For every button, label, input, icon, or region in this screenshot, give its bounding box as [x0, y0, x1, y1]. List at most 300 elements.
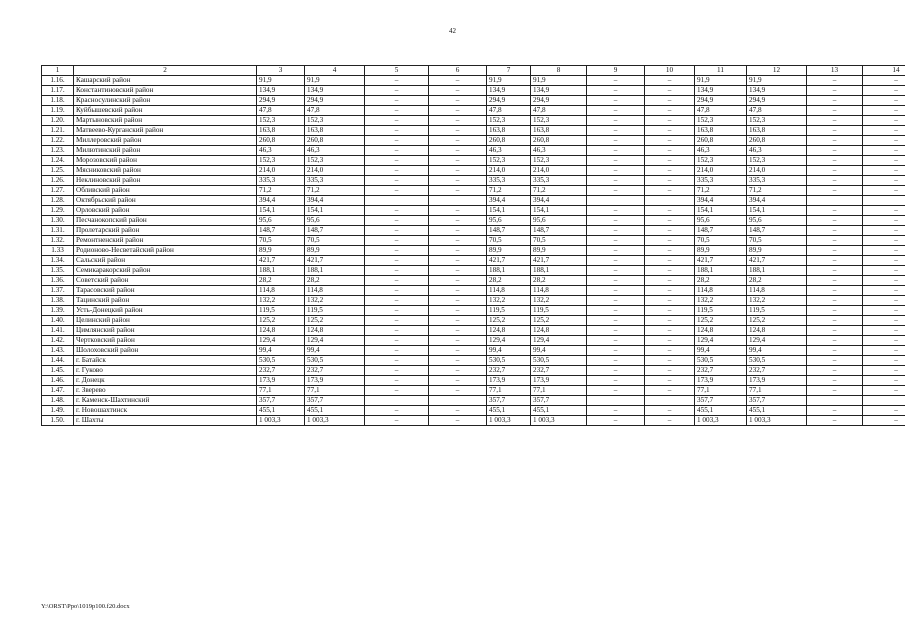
- value-cell: 357,7: [257, 396, 305, 406]
- row-index-cell: 1.23.: [42, 146, 74, 156]
- value-cell: 335,3: [305, 176, 365, 186]
- value-cell: –: [863, 216, 905, 226]
- value-cell: –: [587, 336, 645, 346]
- value-cell: 394,4: [531, 196, 587, 206]
- value-cell: [863, 396, 905, 406]
- value-cell: 173,9: [531, 376, 587, 386]
- row-index-cell: 1.31.: [42, 226, 74, 236]
- table-row: [42, 116, 905, 126]
- value-cell: –: [645, 146, 695, 156]
- value-cell: 335,3: [487, 176, 531, 186]
- table-row: [42, 376, 905, 386]
- value-cell: –: [863, 256, 905, 266]
- column-header-2: 2: [74, 66, 257, 76]
- value-cell: –: [365, 126, 429, 136]
- value-cell: –: [587, 246, 645, 256]
- column-header-4: 4: [305, 66, 365, 76]
- value-cell: –: [365, 256, 429, 266]
- value-cell: 46,3: [747, 146, 807, 156]
- value-cell: –: [645, 206, 695, 216]
- row-index-cell: 1.19.: [42, 106, 74, 116]
- value-cell: –: [807, 266, 863, 276]
- value-cell: 455,1: [531, 406, 587, 416]
- row-index-cell: 1.50.: [42, 416, 74, 426]
- value-cell: 71,2: [257, 186, 305, 196]
- table-row: [42, 276, 905, 286]
- value-cell: 132,2: [531, 296, 587, 306]
- value-cell: –: [645, 126, 695, 136]
- value-cell: 134,9: [747, 86, 807, 96]
- value-cell: –: [365, 106, 429, 116]
- value-cell: 260,8: [257, 136, 305, 146]
- value-cell: –: [587, 166, 645, 176]
- file-path-footer: Y:\ORST\Ppo\1019p100.f20.docx: [41, 603, 130, 610]
- value-cell: –: [863, 376, 905, 386]
- district-name-cell: Советский район: [74, 276, 257, 286]
- value-cell: 154,1: [487, 206, 531, 216]
- value-cell: 152,3: [531, 116, 587, 126]
- value-cell: –: [645, 226, 695, 236]
- value-cell: 89,9: [305, 246, 365, 256]
- district-name-cell: Кашарский район: [74, 76, 257, 86]
- value-cell: –: [587, 346, 645, 356]
- value-cell: 134,9: [305, 86, 365, 96]
- row-index-cell: 1.26.: [42, 176, 74, 186]
- value-cell: –: [863, 276, 905, 286]
- value-cell: 530,5: [747, 356, 807, 366]
- value-cell: –: [807, 416, 863, 426]
- value-cell: –: [429, 366, 487, 376]
- row-index-cell: 1.20.: [42, 116, 74, 126]
- value-cell: –: [645, 356, 695, 366]
- value-cell: 163,8: [747, 126, 807, 136]
- value-cell: –: [807, 326, 863, 336]
- value-cell: –: [365, 366, 429, 376]
- value-cell: 152,3: [305, 156, 365, 166]
- value-cell: –: [807, 296, 863, 306]
- value-cell: 114,8: [305, 286, 365, 296]
- row-index-cell: 1.49.: [42, 406, 74, 416]
- district-name-cell: Милютинский район: [74, 146, 257, 156]
- value-cell: 421,7: [487, 256, 531, 266]
- value-cell: –: [587, 256, 645, 266]
- value-cell: 421,7: [305, 256, 365, 266]
- value-cell: 77,1: [531, 386, 587, 396]
- value-cell: –: [429, 316, 487, 326]
- value-cell: –: [365, 356, 429, 366]
- value-cell: 99,4: [305, 346, 365, 356]
- value-cell: –: [807, 346, 863, 356]
- value-cell: 47,8: [747, 106, 807, 116]
- value-cell: 152,3: [695, 116, 747, 126]
- data-table: [41, 65, 905, 426]
- district-name-cell: г. Гуково: [74, 366, 257, 376]
- value-cell: 134,9: [531, 86, 587, 96]
- value-cell: 132,2: [305, 296, 365, 306]
- table-row: [42, 326, 905, 336]
- value-cell: –: [429, 216, 487, 226]
- value-cell: –: [429, 376, 487, 386]
- value-cell: –: [807, 356, 863, 366]
- value-cell: –: [645, 106, 695, 116]
- district-name-cell: Красносулинский район: [74, 96, 257, 106]
- value-cell: –: [807, 126, 863, 136]
- value-cell: –: [429, 416, 487, 426]
- row-index-cell: 1.41.: [42, 326, 74, 336]
- district-name-cell: г. Донецк: [74, 376, 257, 386]
- value-cell: 95,6: [695, 216, 747, 226]
- value-cell: 46,3: [531, 146, 587, 156]
- value-cell: –: [807, 106, 863, 116]
- value-cell: –: [429, 326, 487, 336]
- table-row: [42, 106, 905, 116]
- value-cell: –: [807, 236, 863, 246]
- district-name-cell: Миллеровский район: [74, 136, 257, 146]
- value-cell: 124,8: [531, 326, 587, 336]
- district-name-cell: Мясниковский район: [74, 166, 257, 176]
- value-cell: 148,7: [695, 226, 747, 236]
- value-cell: 152,3: [747, 116, 807, 126]
- value-cell: 294,9: [747, 96, 807, 106]
- value-cell: 99,4: [747, 346, 807, 356]
- value-cell: 394,4: [487, 196, 531, 206]
- value-cell: –: [807, 136, 863, 146]
- district-name-cell: Семикаракорский район: [74, 266, 257, 276]
- district-name-cell: Куйбышевский район: [74, 106, 257, 116]
- table-row: [42, 216, 905, 226]
- value-cell: 1 003,3: [305, 416, 365, 426]
- value-cell: 188,1: [695, 266, 747, 276]
- value-cell: 28,2: [747, 276, 807, 286]
- value-cell: 232,7: [305, 366, 365, 376]
- value-cell: –: [587, 226, 645, 236]
- value-cell: 152,3: [305, 116, 365, 126]
- value-cell: –: [429, 406, 487, 416]
- value-cell: –: [807, 216, 863, 226]
- row-index-cell: 1.45.: [42, 366, 74, 376]
- value-cell: 47,8: [487, 106, 531, 116]
- table-row: [42, 176, 905, 186]
- value-cell: –: [587, 236, 645, 246]
- value-cell: –: [365, 376, 429, 386]
- column-header-3: 3: [257, 66, 305, 76]
- value-cell: 125,2: [531, 316, 587, 326]
- row-index-cell: 1.28.: [42, 196, 74, 206]
- value-cell: –: [365, 286, 429, 296]
- value-cell: 421,7: [257, 256, 305, 266]
- value-cell: –: [645, 326, 695, 336]
- value-cell: 70,5: [487, 236, 531, 246]
- value-cell: 134,9: [487, 86, 531, 96]
- table-row: [42, 126, 905, 136]
- column-header-13: 13: [807, 66, 863, 76]
- value-cell: –: [365, 276, 429, 286]
- value-cell: –: [429, 76, 487, 86]
- row-index-cell: 1.38.: [42, 296, 74, 306]
- value-cell: –: [863, 206, 905, 216]
- value-cell: 47,8: [305, 106, 365, 116]
- value-cell: 530,5: [531, 356, 587, 366]
- value-cell: 154,1: [305, 206, 365, 216]
- value-cell: –: [863, 156, 905, 166]
- value-cell: –: [645, 76, 695, 86]
- value-cell: 188,1: [531, 266, 587, 276]
- value-cell: 95,6: [531, 216, 587, 226]
- value-cell: 163,8: [487, 126, 531, 136]
- value-cell: 91,9: [747, 76, 807, 86]
- row-index-cell: 1.29.: [42, 206, 74, 216]
- value-cell: –: [429, 306, 487, 316]
- value-cell: 70,5: [305, 236, 365, 246]
- value-cell: 294,9: [305, 96, 365, 106]
- value-cell: –: [365, 386, 429, 396]
- column-header-6: 6: [429, 66, 487, 76]
- table-row: [42, 336, 905, 346]
- value-cell: –: [365, 206, 429, 216]
- value-cell: –: [645, 216, 695, 226]
- value-cell: 357,7: [747, 396, 807, 406]
- value-cell: –: [645, 96, 695, 106]
- value-cell: –: [807, 386, 863, 396]
- row-index-cell: 1.27.: [42, 186, 74, 196]
- value-cell: 260,8: [747, 136, 807, 146]
- value-cell: 188,1: [747, 266, 807, 276]
- value-cell: –: [365, 176, 429, 186]
- value-cell: –: [863, 176, 905, 186]
- value-cell: –: [587, 386, 645, 396]
- row-index-cell: 1.40.: [42, 316, 74, 326]
- table-row: [42, 86, 905, 96]
- value-cell: 71,2: [487, 186, 531, 196]
- column-header-8: 8: [531, 66, 587, 76]
- row-index-cell: 1.33: [42, 246, 74, 256]
- row-index-cell: 1.35.: [42, 266, 74, 276]
- value-cell: 173,9: [695, 376, 747, 386]
- value-cell: –: [807, 406, 863, 416]
- value-cell: 119,5: [257, 306, 305, 316]
- value-cell: 163,8: [257, 126, 305, 136]
- value-cell: –: [587, 316, 645, 326]
- value-cell: 1 003,3: [747, 416, 807, 426]
- value-cell: –: [807, 336, 863, 346]
- value-cell: 232,7: [531, 366, 587, 376]
- value-cell: 1 003,3: [257, 416, 305, 426]
- value-cell: –: [645, 406, 695, 416]
- table-row: [42, 226, 905, 236]
- value-cell: –: [807, 156, 863, 166]
- value-cell: –: [863, 306, 905, 316]
- value-cell: 148,7: [487, 226, 531, 236]
- value-cell: [645, 396, 695, 406]
- value-cell: –: [429, 226, 487, 236]
- row-index-cell: 1.18.: [42, 96, 74, 106]
- value-cell: 46,3: [695, 146, 747, 156]
- value-cell: –: [863, 226, 905, 236]
- row-index-cell: 1.42.: [42, 336, 74, 346]
- value-cell: –: [365, 216, 429, 226]
- value-cell: 421,7: [695, 256, 747, 266]
- value-cell: 294,9: [531, 96, 587, 106]
- value-cell: –: [587, 96, 645, 106]
- district-name-cell: Орловский район: [74, 206, 257, 216]
- value-cell: –: [429, 106, 487, 116]
- value-cell: –: [429, 96, 487, 106]
- value-cell: –: [645, 236, 695, 246]
- value-cell: 357,7: [531, 396, 587, 406]
- value-cell: 47,8: [257, 106, 305, 116]
- value-cell: 394,4: [747, 196, 807, 206]
- value-cell: –: [863, 356, 905, 366]
- value-cell: 455,1: [487, 406, 531, 416]
- value-cell: –: [863, 186, 905, 196]
- value-cell: –: [429, 86, 487, 96]
- value-cell: –: [645, 306, 695, 316]
- table-row: [42, 156, 905, 166]
- row-index-cell: 1.16.: [42, 76, 74, 86]
- column-header-10: 10: [645, 66, 695, 76]
- value-cell: –: [365, 186, 429, 196]
- value-cell: 77,1: [747, 386, 807, 396]
- district-name-cell: Сальский район: [74, 256, 257, 266]
- district-name-cell: г. Новошахтинск: [74, 406, 257, 416]
- district-name-cell: Тарасовский район: [74, 286, 257, 296]
- table-row: [42, 256, 905, 266]
- value-cell: 71,2: [305, 186, 365, 196]
- value-cell: 114,8: [695, 286, 747, 296]
- row-index-cell: 1.25.: [42, 166, 74, 176]
- value-cell: 89,9: [531, 246, 587, 256]
- value-cell: 148,7: [305, 226, 365, 236]
- value-cell: –: [807, 316, 863, 326]
- value-cell: –: [587, 86, 645, 96]
- value-cell: 132,2: [695, 296, 747, 306]
- value-cell: –: [587, 106, 645, 116]
- row-index-cell: 1.48.: [42, 396, 74, 406]
- value-cell: –: [587, 126, 645, 136]
- value-cell: –: [863, 236, 905, 246]
- value-cell: –: [365, 316, 429, 326]
- value-cell: –: [587, 376, 645, 386]
- value-cell: [863, 196, 905, 206]
- value-cell: [429, 396, 487, 406]
- value-cell: –: [807, 286, 863, 296]
- row-index-cell: 1.39.: [42, 306, 74, 316]
- value-cell: 99,4: [257, 346, 305, 356]
- value-cell: [365, 396, 429, 406]
- column-header-5: 5: [365, 66, 429, 76]
- value-cell: 260,8: [487, 136, 531, 146]
- district-name-cell: Константиновский район: [74, 86, 257, 96]
- value-cell: –: [807, 376, 863, 386]
- value-cell: 70,5: [531, 236, 587, 246]
- table-row: [42, 316, 905, 326]
- value-cell: 77,1: [695, 386, 747, 396]
- value-cell: 129,4: [531, 336, 587, 346]
- district-name-cell: Мартыновский район: [74, 116, 257, 126]
- value-cell: –: [807, 206, 863, 216]
- value-cell: –: [429, 166, 487, 176]
- value-cell: –: [365, 326, 429, 336]
- value-cell: –: [645, 286, 695, 296]
- value-cell: 124,8: [257, 326, 305, 336]
- table-row: [42, 236, 905, 246]
- district-name-cell: г. Зверево: [74, 386, 257, 396]
- value-cell: –: [365, 116, 429, 126]
- row-index-cell: 1.32.: [42, 236, 74, 246]
- district-name-cell: Усть-Донецкий район: [74, 306, 257, 316]
- value-cell: 1 003,3: [487, 416, 531, 426]
- value-cell: 91,9: [695, 76, 747, 86]
- value-cell: 148,7: [257, 226, 305, 236]
- value-cell: –: [863, 326, 905, 336]
- value-cell: –: [429, 386, 487, 396]
- value-cell: 214,0: [305, 166, 365, 176]
- value-cell: 1 003,3: [531, 416, 587, 426]
- value-cell: 114,8: [257, 286, 305, 296]
- value-cell: [429, 196, 487, 206]
- value-cell: 46,3: [257, 146, 305, 156]
- value-cell: 134,9: [695, 86, 747, 96]
- value-cell: –: [645, 186, 695, 196]
- value-cell: 119,5: [305, 306, 365, 316]
- value-cell: 124,8: [305, 326, 365, 336]
- value-cell: –: [429, 156, 487, 166]
- value-cell: 335,3: [531, 176, 587, 186]
- value-cell: –: [587, 406, 645, 416]
- value-cell: 114,8: [747, 286, 807, 296]
- value-cell: 335,3: [695, 176, 747, 186]
- value-cell: –: [587, 136, 645, 146]
- table-body: [42, 76, 905, 426]
- value-cell: –: [645, 156, 695, 166]
- value-cell: 232,7: [257, 366, 305, 376]
- value-cell: 214,0: [257, 166, 305, 176]
- value-cell: 99,4: [531, 346, 587, 356]
- value-cell: –: [645, 136, 695, 146]
- value-cell: –: [587, 416, 645, 426]
- value-cell: 152,3: [257, 156, 305, 166]
- value-cell: 71,2: [695, 186, 747, 196]
- value-cell: 125,2: [747, 316, 807, 326]
- table-row: [42, 396, 905, 406]
- value-cell: 154,1: [257, 206, 305, 216]
- district-name-cell: Чертковский район: [74, 336, 257, 346]
- value-cell: 173,9: [305, 376, 365, 386]
- value-cell: 89,9: [487, 246, 531, 256]
- value-cell: –: [807, 276, 863, 286]
- value-cell: –: [429, 266, 487, 276]
- value-cell: 214,0: [531, 166, 587, 176]
- value-cell: –: [587, 76, 645, 86]
- value-cell: 232,7: [487, 366, 531, 376]
- value-cell: 28,2: [305, 276, 365, 286]
- value-cell: 148,7: [747, 226, 807, 236]
- table-row: [42, 196, 905, 206]
- value-cell: 89,9: [747, 246, 807, 256]
- value-cell: –: [863, 296, 905, 306]
- value-cell: –: [863, 336, 905, 346]
- district-name-cell: г. Шахты: [74, 416, 257, 426]
- value-cell: –: [807, 166, 863, 176]
- value-cell: –: [365, 336, 429, 346]
- table-row: [42, 346, 905, 356]
- value-cell: [645, 196, 695, 206]
- value-cell: –: [645, 176, 695, 186]
- value-cell: –: [863, 386, 905, 396]
- value-cell: 47,8: [695, 106, 747, 116]
- value-cell: 77,1: [487, 386, 531, 396]
- value-cell: 91,9: [305, 76, 365, 86]
